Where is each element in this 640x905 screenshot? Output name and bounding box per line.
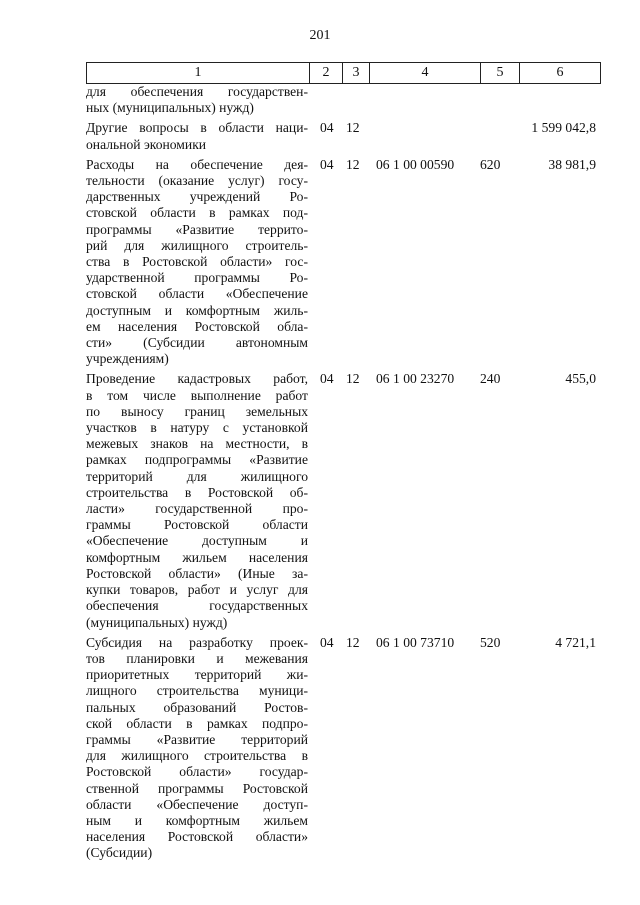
description-line: строительства в Ростовской об- — [86, 484, 308, 500]
description-line: ным и комфортным жильем — [86, 812, 308, 828]
row-expense-type — [478, 84, 516, 116]
row-amount: 4 721,1 — [555, 634, 596, 650]
page-number: 201 — [309, 28, 331, 43]
description-line: (муниципальных) нужд) — [86, 614, 228, 630]
description-line: учреждениям) — [86, 351, 169, 367]
description-line: в том числе выполнение работ — [86, 387, 308, 403]
row-amount: 38 981,9 — [548, 156, 596, 172]
row-expense-type: 520 — [480, 634, 501, 650]
header-col-5: 5 — [481, 63, 520, 84]
description-line: тельности (оказание услуг) госу- — [86, 173, 308, 189]
description-line: участков в натуру с установкой — [86, 420, 308, 436]
row-subsection — [342, 84, 368, 116]
row-section: 04 — [320, 634, 334, 650]
description-line: приоритетных территорий жи- — [86, 667, 308, 683]
table-row — [86, 120, 600, 152]
description-line: обеспечения государственных — [86, 598, 308, 614]
description-line: ем населения Ростовской обла- — [86, 318, 308, 334]
description-line: ласти» государственной про- — [86, 501, 308, 517]
row-section: 04 — [320, 156, 334, 172]
description-line: Субсидия на разработку проек- — [86, 634, 308, 650]
row-section: 04 — [320, 120, 334, 136]
description-line: ской области в рамках подпро- — [86, 715, 308, 731]
table-row — [86, 84, 600, 116]
row-subsection: 12 — [346, 634, 360, 650]
description-line: Ростовской области» (Иные за- — [86, 565, 308, 581]
description-line: Другие вопросы в области наци- — [86, 120, 308, 136]
description-line: сти» (Субсидии автономным — [86, 335, 308, 351]
row-target-code: 06 1 00 73710 — [376, 634, 455, 650]
row-expense-type: 240 — [480, 371, 501, 387]
description-line: Расходы на обеспечение дея- — [86, 156, 308, 172]
row-subsection: 12 — [346, 371, 360, 387]
row-description — [86, 120, 308, 152]
row-amount — [516, 84, 600, 116]
description-line: территорий для жилищного — [86, 468, 308, 484]
description-line: ства в Ростовской области» гос- — [86, 254, 308, 270]
header-col-2: 2 — [310, 63, 343, 84]
row-subsection: 12 — [346, 120, 360, 136]
description-line: «Обеспечение доступным и — [86, 533, 308, 549]
row-description — [86, 157, 308, 368]
row-description — [86, 371, 308, 630]
description-line: области «Обеспечение доступ- — [86, 796, 308, 812]
description-line: дарственных учреждений Ро- — [86, 189, 308, 205]
row-description — [86, 635, 308, 862]
description-line: граммы «Развитие территорий — [86, 731, 308, 747]
description-line: комфортным жильем населения — [86, 549, 308, 565]
row-section — [308, 84, 342, 116]
description-line: лищного строительства муници- — [86, 683, 308, 699]
description-line: ональной экономики — [86, 136, 207, 152]
description-line: рамках подпрограммы «Развитие — [86, 452, 308, 468]
row-subsection: 12 — [346, 156, 360, 172]
description-line: Ростовской области» государ- — [86, 764, 308, 780]
description-line: граммы Ростовской области — [86, 517, 308, 533]
description-line: рий для жилищного строитель- — [86, 237, 308, 253]
description-line: межевых знаков на местности, в — [86, 436, 308, 452]
table-row — [86, 157, 600, 368]
description-line: ных (муниципальных) нужд) — [86, 100, 254, 116]
table-row — [86, 371, 600, 630]
table-header — [86, 62, 601, 84]
table-row — [86, 635, 600, 862]
description-line: (Субсидии) — [86, 845, 153, 861]
description-line: пальных образований Ростов- — [86, 699, 308, 715]
row-target-code — [368, 84, 478, 116]
description-line: тов планировки и межевания — [86, 650, 308, 666]
budget-table-body — [86, 84, 600, 862]
description-line: ударственной программы Ро- — [86, 270, 308, 286]
description-line: ственной программы Ростовской — [86, 780, 308, 796]
row-expense-type — [478, 120, 516, 152]
description-line: по выносу границ земельных — [86, 403, 308, 419]
row-target-code: 06 1 00 00590 — [376, 156, 455, 172]
row-amount: 455,0 — [565, 371, 596, 387]
header-col-4: 4 — [370, 63, 481, 84]
header-col-6: 6 — [520, 63, 601, 84]
row-section: 04 — [320, 371, 334, 387]
description-line: населения Ростовской области» — [86, 829, 308, 845]
description-line: доступным и комфортным жиль- — [86, 302, 308, 318]
row-target-code — [368, 120, 478, 152]
header-col-3: 3 — [343, 63, 370, 84]
description-line: купки товаров, работ и услуг для — [86, 582, 308, 598]
description-line: для жилищного строительства в — [86, 748, 308, 764]
row-description — [86, 84, 308, 116]
description-line: стовской области «Обеспечение — [86, 286, 308, 302]
header-col-1: 1 — [87, 63, 310, 84]
description-line: программы «Развитие террито- — [86, 221, 308, 237]
row-amount: 1 599 042,8 — [531, 120, 596, 136]
description-line: стовской области в рамках под- — [86, 205, 308, 221]
row-target-code: 06 1 00 23270 — [376, 371, 455, 387]
description-line: для обеспечения государствен- — [86, 84, 308, 99]
description-line: Проведение кадастровых работ, — [86, 371, 308, 387]
row-expense-type: 620 — [480, 156, 501, 172]
